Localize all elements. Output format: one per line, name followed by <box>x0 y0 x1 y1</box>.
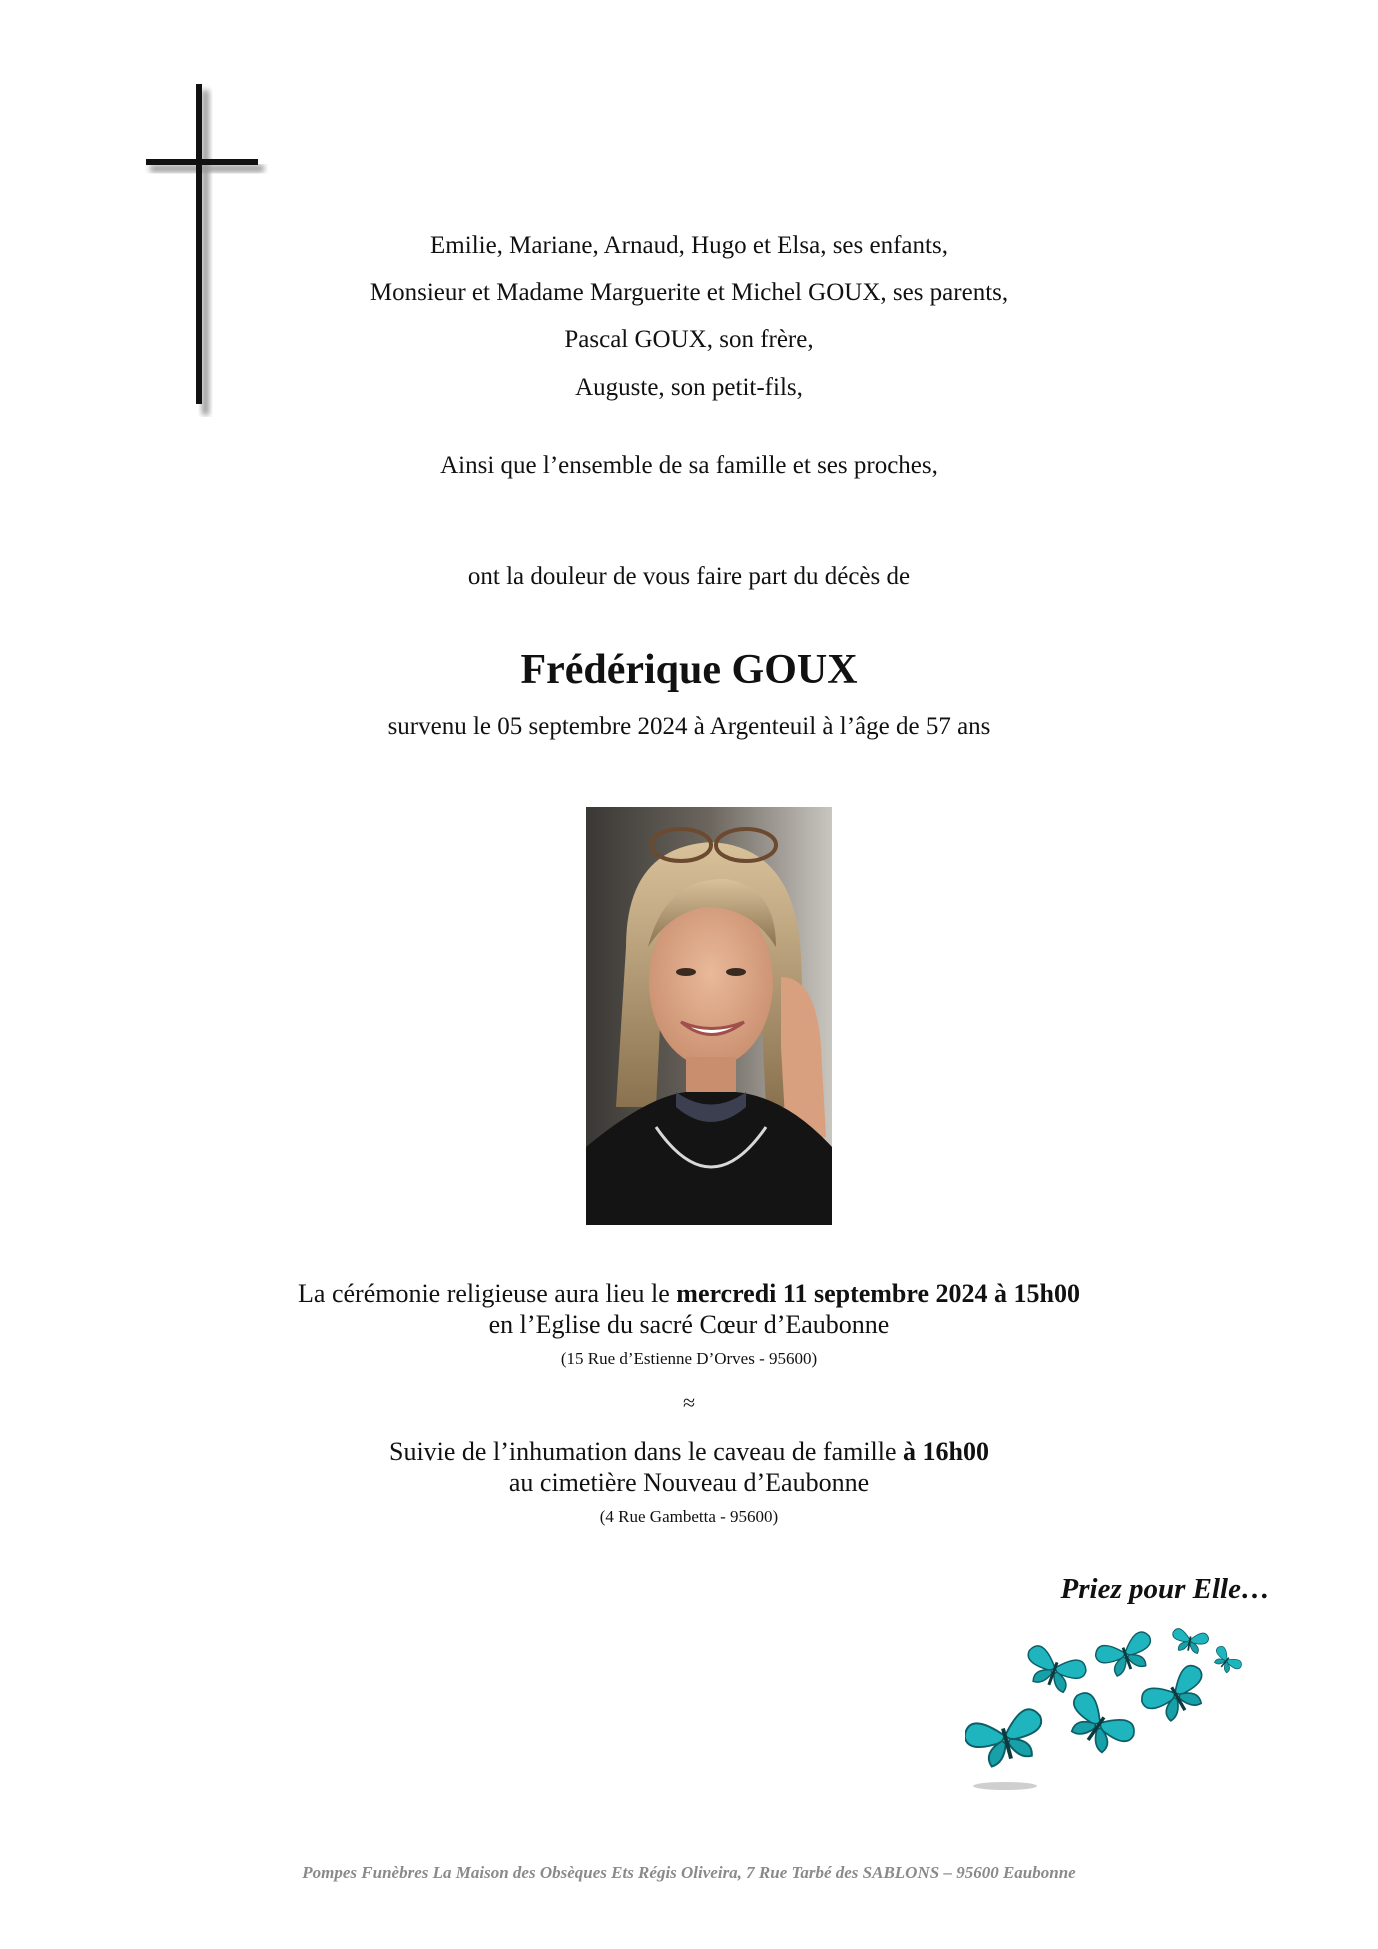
burial-info <box>0 1437 1378 1467</box>
announcement-text: ont la douleur de vous faire part du décès de <box>467 563 911 590</box>
ceremony-address: (15 Rue d’Estienne D’Orves - 95600) <box>560 1349 818 1368</box>
burial-address: (4 Rue Gambetta - 95600) <box>599 1507 779 1526</box>
deceased-name: Frédérique GOUX <box>520 647 858 693</box>
butterfly-icon <box>965 1618 1245 1793</box>
family-line: Pascal GOUX, son frère, <box>564 326 814 353</box>
burial-intro: Suivie de l’inhumation dans le caveau de famille <box>388 1437 904 1466</box>
family-line: Monsieur et Madame Marguerite et Michel GOUX, ses parents, <box>369 279 1009 306</box>
family-line: Emilie, Mariane, Arnaud, Hugo et Elsa, ses enfants, <box>430 232 948 259</box>
family-relatives: Ainsi que l’ensemble de sa famille et ses proches, <box>440 452 938 479</box>
ceremony-info <box>0 1279 1378 1309</box>
ceremony-place: en l’Eglise du sacré Cœur d’Eaubonne <box>488 1310 890 1339</box>
ceremony-intro: La cérémonie religieuse aura lieu le <box>298 1279 677 1308</box>
family-line: Auguste, son petit-fils, <box>575 374 803 401</box>
burial-place: au cimetière Nouveau d’Eaubonne <box>508 1468 870 1497</box>
footer-funeral-home: Pompes Funèbres La Maison des Obsèques Ets Régis Oliveira, 7 Rue Tarbé des SABLONS – 95600 Eaubonne <box>302 1863 1076 1882</box>
section-separator: ≈ <box>682 1390 696 1415</box>
closing-prayer: Priez pour Elle… <box>1060 1573 1270 1605</box>
ceremony-datetime: mercredi 11 septembre 2024 à 15h00 <box>676 1279 1080 1308</box>
portrait-photo <box>586 807 832 1225</box>
burial-time: à 16h00 <box>903 1437 990 1466</box>
death-details: survenu le 05 septembre 2024 à Argenteuil à l’âge de 57 ans <box>387 713 991 740</box>
